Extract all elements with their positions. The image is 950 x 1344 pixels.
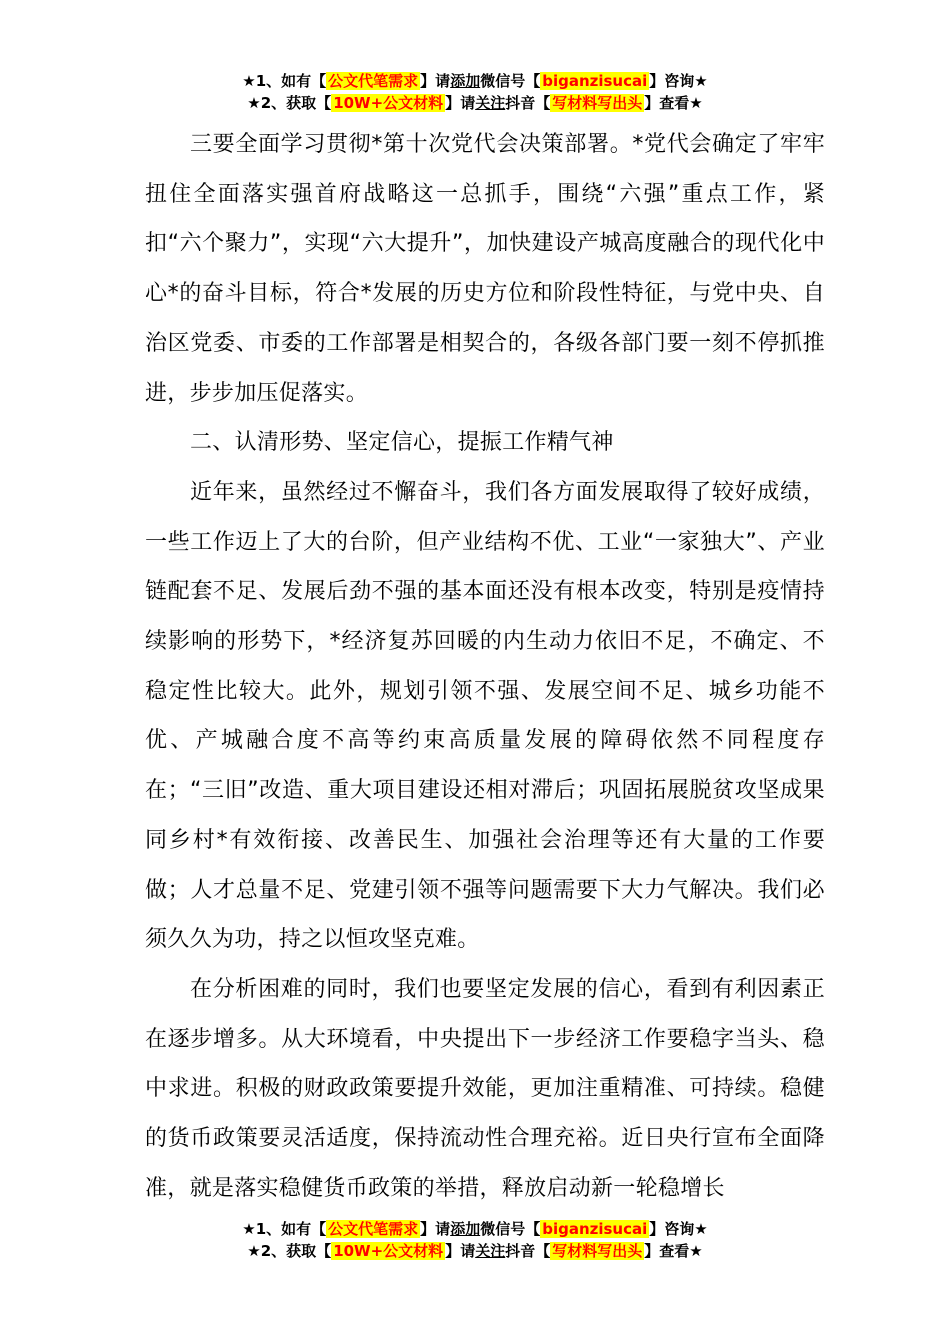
banner-text: ★1、如有【 bbox=[242, 1220, 327, 1238]
banner-underlined: 关注 bbox=[475, 1242, 506, 1260]
paragraph: 近年来，虽然经过不懈奋斗，我们各方面发展取得了较好成绩，一些工作迈上了大的台阶，但产业结构不优、工业“一家独大”、产业链配套不足、发展后劲不强的基本面还没有根本改变，特别是疫情持续影响的形势下，*经济复苏回暖的内生动力依旧不足，不确定、不稳定性比较大。此外，规划引领不强、发展空间不足、城乡功能不优、产城融合度不高等约束高质量发展的障碍依然不同程度存在；“三旧”改造、重大项目建设还相对滞后；巩固拓展脱贫攻坚成果同乡村*有效衔接、改善民生、加强社会治理等还有大量的工作要做；人才总量不足、党建引领不强等问题需要下大力气解决。我们必须久久为功，持之以恒攻坚克难。 bbox=[145, 479, 825, 953]
highlight-douyin-account: 写材料写出头 bbox=[552, 1242, 643, 1260]
banner-text: 】请 bbox=[445, 94, 476, 112]
banner-line-2 bbox=[0, 92, 950, 114]
banner-text: 抖音【 bbox=[505, 1242, 551, 1260]
banner-text: 微信号【 bbox=[480, 72, 541, 90]
banner-text: 微信号【 bbox=[480, 1220, 541, 1238]
section-heading: 二、认清形势、坚定信心，提振工作精气神 bbox=[190, 430, 614, 456]
banner-line-2 bbox=[0, 1240, 950, 1262]
paragraph: 三要全面学习贯彻*第十次党代会决策部署。*党代会确定了牢牢扭住全面落实强首府战略这一总抓手，围绕“六强”重点工作，紧扣“六个聚力”，实现“六大提升”，加快建设产城高度融合的现代化中心*的奋斗目标，符合*发展的历史方位和阶段性特征，与党中央、自治区党委、市委的工作部署是相契合的，各级各部门要一刻不停抓推进，步步加压促落实。 bbox=[145, 132, 825, 406]
highlight-materials: 10W+公文材料 bbox=[333, 1242, 444, 1260]
highlight-service: 公文代笔需求 bbox=[328, 72, 419, 90]
banner-text: 】请 bbox=[445, 1242, 476, 1260]
banner-text: 】查看★ bbox=[644, 1242, 703, 1260]
banner-line-1 bbox=[0, 1218, 950, 1240]
banner-text: 】请 bbox=[420, 72, 451, 90]
banner-text: ★2、获取【 bbox=[247, 94, 332, 112]
banner-underlined: 添加 bbox=[450, 1220, 481, 1238]
banner-text: 】咨询★ bbox=[649, 72, 708, 90]
banner-line-1 bbox=[0, 70, 950, 92]
banner-text: 】请 bbox=[420, 1220, 451, 1238]
document-body bbox=[145, 120, 825, 1213]
footer-banner bbox=[0, 1218, 950, 1262]
highlight-service: 公文代笔需求 bbox=[328, 1220, 419, 1238]
banner-underlined: 关注 bbox=[475, 94, 506, 112]
banner-text: 抖音【 bbox=[505, 94, 551, 112]
banner-text: ★1、如有【 bbox=[242, 72, 327, 90]
banner-underlined: 添加 bbox=[450, 72, 481, 90]
highlight-wechat-id: biganzisucai bbox=[542, 1220, 648, 1238]
highlight-wechat-id: biganzisucai bbox=[542, 72, 648, 90]
banner-text: ★2、获取【 bbox=[247, 1242, 332, 1260]
highlight-materials: 10W+公文材料 bbox=[333, 94, 444, 112]
banner-text: 】咨询★ bbox=[649, 1220, 708, 1238]
banner-text: 】查看★ bbox=[644, 94, 703, 112]
paragraph: 在分析困难的同时，我们也要坚定发展的信心，看到有利因素正在逐步增多。从大环境看，中央提出下一步经济工作要稳字当头、稳中求进。积极的财政政策要提升效能，更加注重精准、可持续。稳健的货币政策要灵活适度，保持流动性合理充裕。近日央行宣布全面降准，就是落实稳健货币政策的举措，释放启动新一轮稳增长 bbox=[145, 976, 825, 1201]
highlight-douyin-account: 写材料写出头 bbox=[552, 94, 643, 112]
header-banner bbox=[0, 70, 950, 114]
